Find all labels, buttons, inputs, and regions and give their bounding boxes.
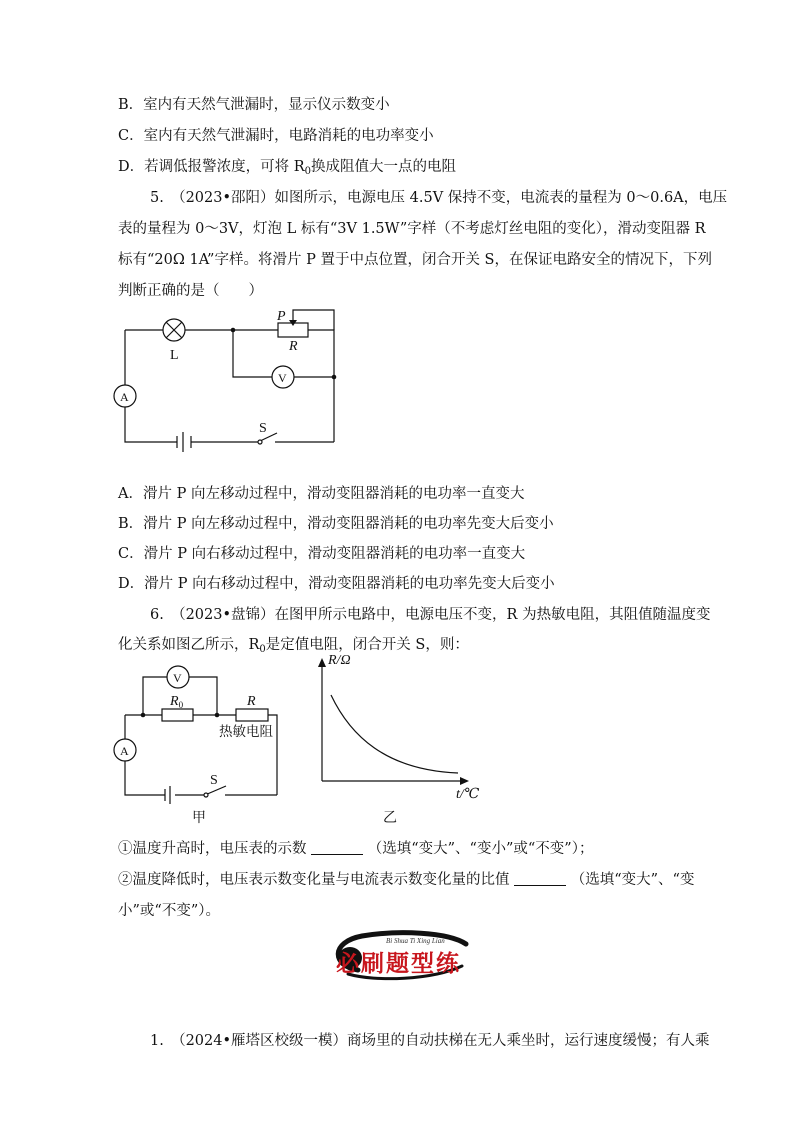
section-banner [328,930,476,982]
q6-stem-line-1: 6. （2023•盘锦）在图甲所示电路中，电源电压不变，R 为热敏电阻，其阻值随温度变 [150,607,711,623]
q6-label-r0-subscript: 0 [178,700,184,710]
q6-label-r: R [247,694,256,709]
q6-blank-1[interactable] [311,840,363,855]
q5-stem-line-4: 判断正确的是（ ） [118,283,263,299]
q5-label-r: R [289,339,298,354]
q6-subquestion-2-hint: （选填“变大”、“变 [570,872,695,888]
banner-script-text: Bi Shua Ti Xing Lian [386,937,445,945]
q6-subquestion-1-hint: （选填“变大”、“变小”或“不变”）； [367,841,594,857]
q6-subquestion-2-continued: 小”或“不变”）。 [118,903,220,919]
q6-subquestion-1 [118,839,593,859]
q6-graph-x-arrow [460,777,469,785]
q6-label-r0 [169,694,184,710]
q6-junction-left [141,713,146,718]
q6-graph-xlabel: t/℃ [456,787,480,802]
q5-stem-line-1: 5. （2023•邵阳）如图所示，电源电压 4.5V 保持不变，电流表的量程为 0～0.6A，电压 [150,190,728,206]
q5-option-c: C．滑片 P 向右移动过程中，滑动变阻器消耗的电功率一直变大 [118,546,526,562]
q6-resistor-r0 [162,709,193,721]
q4-option-d-text-end: 换成阻值大一点的电阻 [311,159,457,175]
q6-graph-y-arrow [318,658,326,667]
q6-subquestion-2 [118,870,694,890]
q4-option-d-subscript: 0 [304,166,312,177]
q6-subquestion-2-text: ②温度降低时，电压表示数变化量与电流表示数变化量的比值 [118,872,510,888]
q6-label-s: S [210,773,218,788]
q4-option-c: C．室内有天然气泄漏时，电路消耗的电功率变小 [118,128,434,144]
q6-caption-jia: 甲 [192,811,206,826]
q6-label-a: A [120,744,129,758]
q6-wire-left [125,715,165,795]
q5-option-b: B．滑片 P 向左移动过程中，滑动变阻器消耗的电功率先变大后变小 [118,516,554,532]
q6-stem-line-2-start: 化关系如图乙所示，R [118,637,260,653]
q6-resistor-r [236,709,268,721]
q6-caption-yi: 乙 [383,811,397,826]
banner-title: 必刷题型练 [336,951,461,977]
q6-blank-2[interactable] [514,871,566,886]
q5-stem-line-3: 标有“20Ω 1A”字样。将滑片 P 置于中点位置，闭合开关 S，在保证电路安全的情况下，下列 [118,252,712,268]
q5-label-v: V [278,371,287,385]
q5-label-a: A [120,390,129,404]
q4-option-b: B．室内有天然气泄漏时，显示仪示数变小 [118,97,390,113]
q6-subquestion-1-text: ①温度升高时，电压表的示数 [118,841,307,857]
q5-label-s: S [259,421,267,436]
q6-graph-curve [331,695,458,773]
q6-stem-subscript: 0 [259,644,266,655]
q6-switch-pivot [204,793,208,797]
q6-junction-right [215,713,220,718]
q6-label-r0-letter: R [170,694,179,709]
q5-option-d: D．滑片 P 向右移动过程中，滑动变阻器消耗的电功率先变大后变小 [118,576,555,592]
q5-label-p: P [277,309,286,324]
q5-label-l: L [170,348,179,363]
q4-option-d-text-start: D．若调低报警浓度，可将 R [118,159,305,175]
q6-label-v: V [173,671,182,685]
q6-stem-line-2-end: 是定值电阻，闭合开关 S，则： [265,637,469,653]
q6-graph-ylabel: R/Ω [328,653,351,668]
q5-option-a: A．滑片 P 向左移动过程中，滑动变阻器消耗的电功率一直变大 [118,486,525,502]
q5-stem-line-2: 表的量程为 0～3V，灯泡 L 标有“3V 1.5W”字样（不考虑灯丝电阻的变化），滑动变阻器 R [118,221,706,237]
q6-label-thermistor: 热敏电阻 [219,724,273,739]
next-question-line-1: 1. （2024•雁塔区校级一模）商场里的自动扶梯在无人乘坐时，运行速度缓慢；有人乘 [150,1033,710,1049]
q6-battery [165,786,170,804]
